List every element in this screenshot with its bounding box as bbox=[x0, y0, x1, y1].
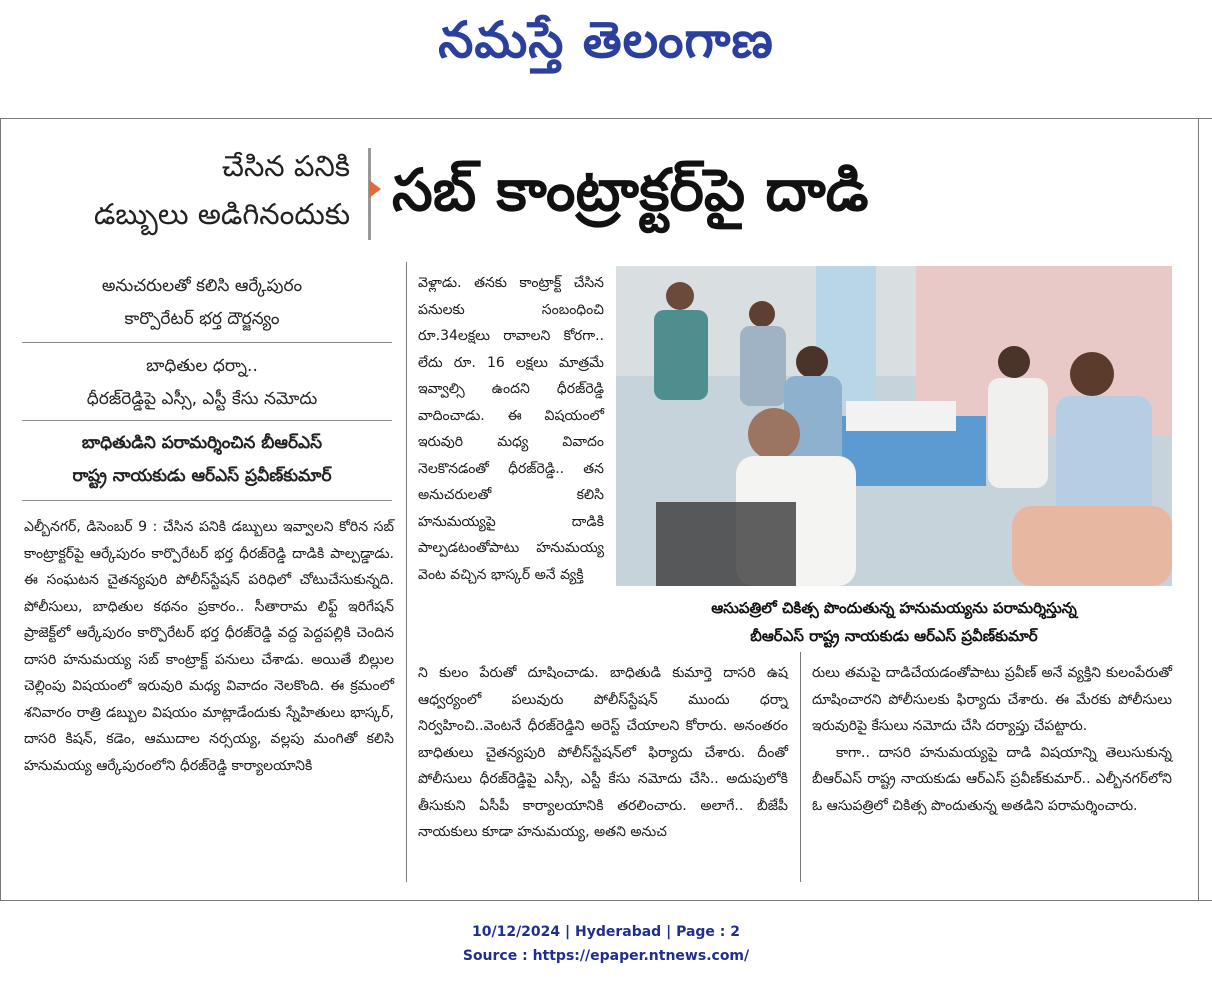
subhead-2-line-1: బాధితుల ధర్నా.. bbox=[146, 356, 258, 376]
footer bbox=[0, 920, 1212, 968]
hospital-visit-photo bbox=[616, 266, 1172, 586]
article-column-1 bbox=[24, 514, 394, 779]
caption-line-2: బీఆర్ఎస్ రాష్ట్ర నాయకుడు ఆర్ఎస్ ప్రవీణ్‌కుమార్ bbox=[750, 627, 1038, 645]
bottom-rule bbox=[0, 900, 1212, 901]
article-column-2 bbox=[418, 270, 604, 588]
left-border bbox=[0, 118, 1, 900]
subhead-separator-3 bbox=[22, 500, 392, 501]
article-paragraph: రులు తమపై దాడిచేయడంతోపాటు ప్రవీణ్ అనే వ్యక్తిని కులంపేరుతో దూషించారని పోలీసులకు ఫిర్యాదు చేశారు. ఈ మేరకు పోలీసులు ఇరువురిపై కేసులు నమోదు చేసి దర్యాప్తు చేపట్టారు. bbox=[812, 665, 1172, 734]
caption-line-1: ఆసుపత్రిలో చికిత్స పొందుతున్న హనుమయ్యను పరామర్శిస్తున్న bbox=[711, 599, 1077, 617]
footer-source-link[interactable]: Source : https://epaper.ntnews.com/ bbox=[462, 948, 750, 964]
article-paragraph: వెళ్లాడు. తనకు కాంట్రాక్ట్ చేసిన పనులకు సంబంధించి రూ.34లక్షలు రావాలని కోరగా.. లేదు రూ. 16 లక్షలు మాత్రమే ఇవ్వాల్సి ఉందని ధీరజ్‌రెడ్డి వాదించాడు. ఈ విషయంలో ఇరువురి మధ్య వివాదం నెలకొనడంతో ధీరజ్‌రెడ్డి.. తన అనుచరులతో కలిసి హనుమయ్యపై దాడికి పాల్పడటంతోపాటు హనుమయ్య వెంట వచ్చిన భాస్కర్ అనే వ్యక్తి bbox=[418, 275, 604, 583]
article-paragraph: కాగా.. దాసరి హనుమయ్యపై దాడి విషయాన్ని తెలుసుకున్న బీఆర్ఎస్ రాష్ట్ర నాయకుడు ఆర్ఎస్ ప్రవీణ్‌కుమార్.. ఎల్బీనగర్‌లోని ఓ ఆసుపత్రిలో చికిత్స పొందుతున్న అతడిని పరామర్శించారు. bbox=[812, 744, 1172, 814]
kicker-arrow-icon bbox=[369, 180, 381, 198]
headline: సబ్ కాంట్రాక్టర్‌పై దాడి bbox=[392, 156, 869, 224]
column-divider-2 bbox=[800, 652, 801, 882]
subhead-3-line-1: బాధితుడిని పరామర్శించిన బీఆర్ఎస్ bbox=[81, 433, 323, 453]
photo-caption bbox=[616, 594, 1172, 650]
subhead-separator-1 bbox=[22, 342, 392, 343]
kicker-line-1: చేసిన పనికి bbox=[221, 149, 350, 183]
subhead-3-line-2: రాష్ట్ర నాయకుడు ఆర్ఎస్ ప్రవీణ్‌కుమార్ bbox=[72, 466, 332, 486]
subhead-3 bbox=[12, 427, 392, 493]
subhead-1 bbox=[12, 270, 392, 336]
subhead-1-line-2: కార్పొరేటర్ భర్త దౌర్జన్యం bbox=[124, 309, 280, 329]
kicker bbox=[30, 142, 350, 238]
subhead-2 bbox=[12, 350, 392, 416]
article-paragraph: ని కులం పేరుతో దూషించాడు. బాధితుడి కుమార్తె దాసరి ఉష ఆధ్వర్యంలో పలువురు పోలీస్‌స్టేషన్ ముందు ధర్నా నిర్వహించి..వెంటనే ధీరజ్‌రెడ్డిని అరెస్ట్ చేయాలని కోరారు. అనంతరం బాధితులు చైతన్యపురి పోలీస్‌స్టేషన్‌లో ఫిర్యాదు చేశారు. దీంతో పోలీసులు ధీరజ్‌రెడ్డిపై ఎస్సీ, ఎస్టీ కేసు నమోదు చేసి.. అదుపులోకి తీసుకుని ఏసీపీ కార్యాలయానికి తరలించారు. అలాగే.. బీజేపీ నాయకులు కూడా హనుమయ్య, అతని అనుచ bbox=[418, 665, 788, 840]
article-column-3 bbox=[418, 660, 788, 846]
article-column-4 bbox=[812, 660, 1172, 819]
column-divider-1 bbox=[406, 262, 407, 882]
footer-date-line: 10/12/2024 | Hyderabad | Page : 2 bbox=[471, 924, 741, 940]
right-border bbox=[1198, 118, 1199, 900]
article-paragraph: ఎల్బీనగర్, డిసెంబర్ 9 : చేసిన పనికి డబ్బులు ఇవ్వాలని కోరిన సబ్ కాంట్రాక్టర్‌పై ఆర్కేపురం కార్పొరేటర్ భర్త ధీరజ్‌రెడ్డి దాడికి పాల్పడ్డాడు. ఈ సంఘటన చైతన్యపురి పోలీస్‌స్టేషన్ పరిధిలో చోటుచేసుకున్నది. పోలీసులు, బాధితుల కథనం ప్రకారం.. సీతారామ లిఫ్ట్ ఇరిగేషన్ ప్రాజెక్ట్‌లో ఆర్కేపురం కార్పొరేటర్ భర్త ధీరజ్‌రెడ్డి వద్ద పెద్దపల్లికి చెందిన దాసరి హనుమయ్య సబ్ కాంట్రాక్ట్ పనులు చేశాడు. అయితే బిల్లుల చెల్లింపు విషయంలో ఇరువురి మధ్య వివాదం నెలకొంది. ఈ క్రమంలో శనివారం రాత్రి డబ్బుల విషయం మాట్లాడేందుకు స్నేహితులు భాస్కర్, దాసరి కిషన్, కడెం, ఆముదాల నర్సయ్య, వల్లపు మంగితో కలిసి హనుమయ్య ఆర్కేపురంలోని ధీరజ్‌రెడ్డి కార్యాలయానికి bbox=[24, 519, 394, 774]
subhead-1-line-1: అనుచరులతో కలిసి ఆర్కేపురం bbox=[101, 276, 303, 296]
subhead-2-line-2: ధీరజ్‌రెడ్డిపై ఎస్సీ, ఎస్టీ కేసు నమోదు bbox=[86, 389, 318, 409]
subhead-separator-2 bbox=[22, 420, 392, 421]
masthead-logo: నమస్తే తెలంగాణ bbox=[438, 10, 774, 69]
top-rule bbox=[0, 118, 1212, 119]
news-photo bbox=[616, 266, 1172, 586]
kicker-line-2: డబ్బులు అడిగినందుకు bbox=[93, 197, 350, 231]
